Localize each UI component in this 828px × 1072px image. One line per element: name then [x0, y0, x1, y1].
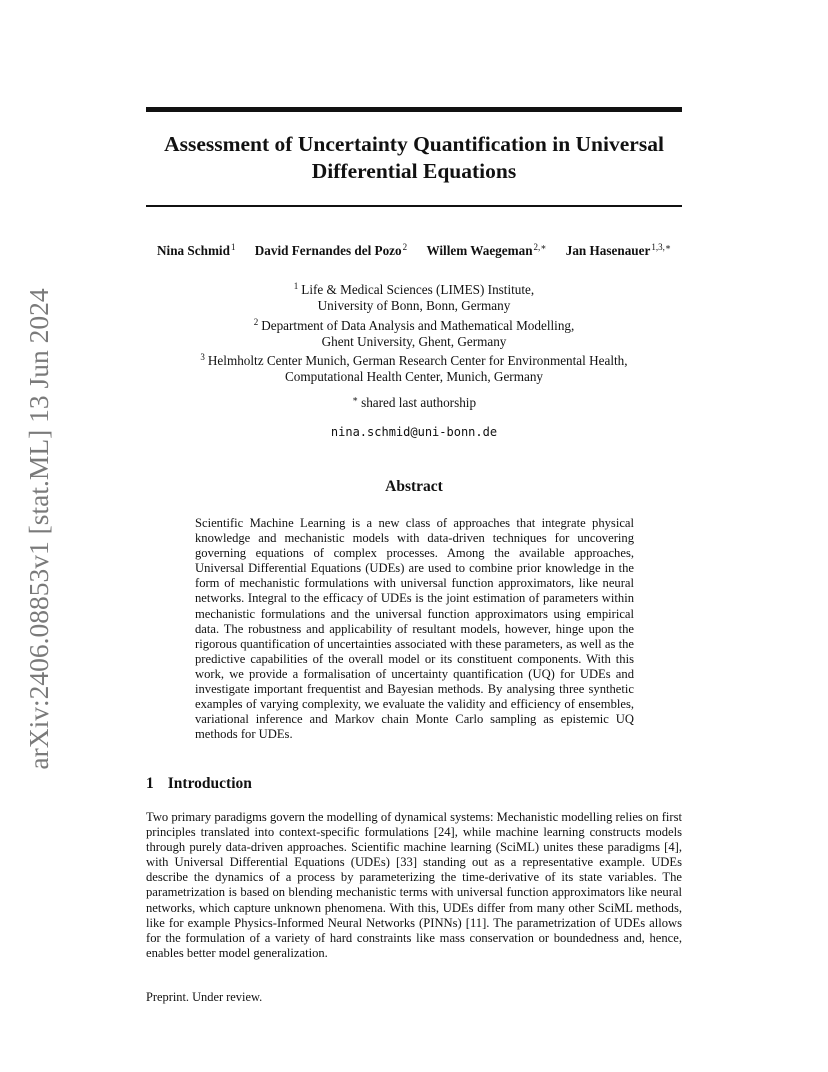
contact-email[interactable]: nina.schmid@uni-bonn.de [330, 425, 498, 439]
shared-authorship-mark: ∗ [351, 394, 359, 404]
arxiv-identifier-stamp: arXiv:2406.08853v1 [stat.ML] 13 Jun 2024 [23, 288, 54, 770]
affiliation-text: Life & Medical Sciences (LIMES) Institute, [301, 282, 535, 297]
author-1 [157, 242, 235, 259]
affiliation-line [146, 314, 682, 334]
title-line-2: Differential Equations [311, 159, 517, 183]
affiliation-line [146, 278, 682, 298]
affiliation-line: Computational Health Center, Munich, Germany [284, 369, 544, 384]
shared-authorship-text: shared last authorship [361, 395, 477, 410]
section-number: 1 [146, 775, 154, 792]
abstract-text: Scientific Machine Learning is a new class of approaches that integrate physical knowledge and mechanistic models with data-driven techniques for uncovering governing equations of complex processes. Among the available approaches, Universal Differential Equations (UDEs) are used to combine prior knowledge in the form of mechanistic formulations with universal function approximators, like neural networks. Integral to the efficacy of UDEs is the joint estimation of parameters within mechanistic formulations and the universal function approximators using empirical data. The robustness and applicability of resultant models, however, hinge upon the rigorous quantification of uncertainties associated with these parameters, as well as the predictive capabilities of the overall model or its constituent components. With this work, we provide a formalisation of uncertainty quantification (UQ) for UDEs and investigate important frequentist and Bayesian methods. By analysing three synthetic examples of varying complexity, we evaluate the validity and efficiency of ensembles, variational inference and Markov chain Monte Carlo sampling as epistemic UQ methods for UDEs. [195, 516, 634, 742]
affiliation-number: 3 [200, 352, 205, 362]
section-title: Introduction [167, 775, 252, 792]
author-affiliation-mark: 2 [402, 242, 408, 252]
author-name: Jan Hasenauer [565, 243, 651, 258]
author-affiliation-mark: 1,3,∗ [651, 242, 671, 252]
author-list [100, 242, 728, 259]
footer-note: Preprint. Under review. [146, 990, 263, 1004]
affiliation-2 [146, 314, 682, 350]
title-line-1: Assessment of Uncertainty Quantification in Universal [164, 132, 664, 156]
author-2 [255, 242, 407, 259]
section-heading-introduction [146, 775, 252, 793]
shared-authorship-note [146, 394, 682, 411]
author-affiliation-mark: 1 [230, 242, 236, 252]
title-top-rule [146, 107, 682, 112]
paper-title [146, 131, 682, 185]
author-affiliation-mark: 2,∗ [533, 242, 547, 252]
affiliation-line: Ghent University, Ghent, Germany [321, 334, 507, 349]
affiliation-text: Department of Data Analysis and Mathematical Modelling, [261, 318, 575, 333]
affiliation-number: 1 [293, 281, 299, 291]
affiliation-line: University of Bonn, Bonn, Germany [317, 298, 511, 313]
affiliation-line [146, 349, 682, 369]
affiliation-3 [146, 349, 682, 385]
abstract-heading: Abstract [385, 478, 443, 495]
title-bottom-rule [146, 205, 682, 207]
author-name: Willem Waegeman [426, 243, 533, 258]
author-name: Nina Schmid [157, 243, 230, 258]
author-3 [426, 242, 546, 259]
author-name: David Fernandes del Pozo [254, 243, 402, 258]
affiliation-1 [146, 278, 682, 314]
author-4 [566, 242, 671, 259]
introduction-paragraph: Two primary paradigms govern the modelling of dynamical systems: Mechanistic modelling relies on first principles translated into context-specific formulations [24], while machine learning constructs models through purely data-driven approaches. Scientific machine learning (SciML) unites these paradigms [4], with Universal Differential Equations (UDEs) [33] standing out as a representative example. UDEs describe the dynamics of a process by parameterizing the time-derivative of its state variables. The parametrization is based on blending mechanistic terms with universal function approximators like neural networks, which capture unknown phenomena. With this, UDEs differ from many other SciML methods, like for example Physics-Informed Neural Networks (PINNs) [11]. The parametrization of UDEs allows for the formulation of a variety of hard constraints like mass conservation or boundedness and, hence, enables better model generalization. [146, 810, 682, 960]
affiliation-text: Helmholtz Center Munich, German Research Center for Environmental Health, [207, 353, 628, 368]
affiliation-number: 2 [253, 317, 259, 327]
